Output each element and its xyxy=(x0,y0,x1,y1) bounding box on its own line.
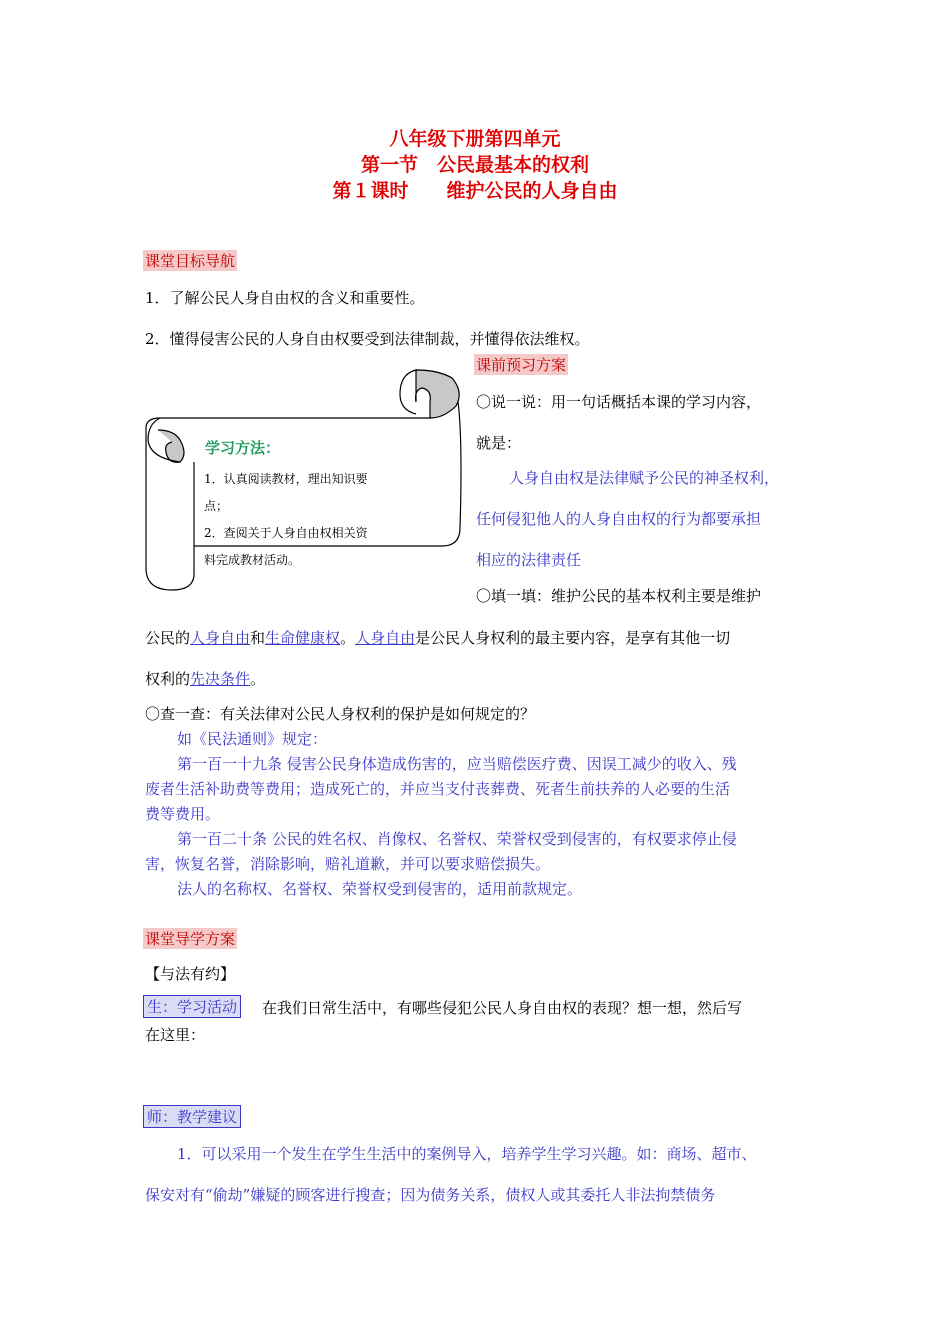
teacher-suggestion-label: 师：教学建议 xyxy=(143,1105,241,1128)
fill-blank-2: 生命健康权 xyxy=(265,629,341,647)
guide-heading: 课堂导学方案 xyxy=(145,930,236,948)
student-activity-line-2: 在这里： xyxy=(145,1026,206,1044)
goals-heading: 课堂目标导航 xyxy=(145,252,236,270)
title-lesson: 第１课时 维护公民的人身自由 xyxy=(332,180,618,202)
scroll-line-4: 料完成教材活动。 xyxy=(204,553,301,567)
fill-blank-3: 人身自由 xyxy=(355,629,416,647)
goal-item-2: 2．懂得侵害公民的人身自由权要受到法律制裁，并懂得依法维权。 xyxy=(145,330,590,348)
scroll-line-1: 1．认真阅读教材，理出知识要 xyxy=(204,472,368,486)
fill-blank-1: 人身自由 xyxy=(190,629,251,647)
check-prompt: 〇查一查：有关法律对公民人身权利的保护是如何规定的？ xyxy=(145,705,536,723)
fill-text: 权利的 xyxy=(145,670,191,688)
fill-text: 是公民人身权利的最主要内容，是享有其他一切 xyxy=(415,629,731,647)
answer-line-1: 人身自由权是法律赋予公民的神圣权利， xyxy=(509,469,780,487)
preview-heading: 课前预习方案 xyxy=(476,356,567,374)
fill-text: 。 xyxy=(250,670,266,688)
scroll-line-2: 点； xyxy=(204,499,229,513)
suggestion-line-2: 保安对有“偷劫”嫌疑的顾客进行搜查；因为债务关系，债权人或其委托人非法拘禁债务 xyxy=(145,1186,716,1204)
goal-item-1: 1．了解公民人身自由权的含义和重要性。 xyxy=(145,289,425,307)
article-120-line-1: 第一百二十条 公民的姓名权、肖像权、名誉权、荣誉权受到侵害的，有权要求停止侵 xyxy=(177,830,737,848)
article-120-line-2: 害，恢复名誉，消除影响，赔礼道歉，并可以要求赔偿损失。 xyxy=(145,855,551,873)
suggestion-line-1: 1．可以采用一个发生在学生生活中的案例导入，培养学生学习兴趣。如：商场、超市、 xyxy=(177,1145,757,1163)
say-prompt-line-2: 就是： xyxy=(476,434,522,452)
say-prompt-line-1: 〇说一说：用一句话概括本课的学习内容， xyxy=(476,393,762,411)
scroll-graphic xyxy=(138,368,468,608)
fill-line-2 xyxy=(145,627,730,648)
guide-section-title: 【与法有约】 xyxy=(145,965,236,983)
fill-text: 和 xyxy=(250,629,266,647)
article-119-line-3: 费等费用。 xyxy=(145,805,221,823)
article-119-line-2: 废者生活补助费等费用；造成死亡的，并应当支付丧葬费、死者生前扶养的人必要的生活 xyxy=(145,780,731,798)
fill-line-3 xyxy=(145,668,265,689)
fill-text: 。 xyxy=(340,629,356,647)
scroll-title: 学习方法： xyxy=(205,439,281,457)
scroll-line-3: 2．查阅关于人身自由权相关资 xyxy=(204,526,368,540)
title-unit: 八年级下册第四单元 xyxy=(389,128,561,150)
title-section: 第一节 公民最基本的权利 xyxy=(360,154,589,176)
answer-line-2: 任何侵犯他人的人身自由权的行为都要承担 xyxy=(476,510,762,528)
article-120-line-3: 法人的名称权、名誉权、荣誉权受到侵害的，适用前款规定。 xyxy=(177,880,583,898)
answer-line-3: 相应的法律责任 xyxy=(476,551,582,569)
fill-prompt-line-1: 〇填一填：维护公民的基本权利主要是维护 xyxy=(476,587,762,605)
student-activity-line-1: 在我们日常生活中，有哪些侵犯公民人身自由权的表现？想一想，然后写 xyxy=(262,999,743,1017)
law-intro: 如《民法通则》规定： xyxy=(177,730,328,748)
student-activity-label: 生：学习活动 xyxy=(143,995,241,1018)
fill-text: 公民的 xyxy=(145,629,191,647)
fill-blank-4: 先决条件 xyxy=(190,670,251,688)
article-119-line-1: 第一百一十九条 侵害公民身体造成伤害的，应当赔偿医疗费、因误工减少的收入、残 xyxy=(177,755,737,773)
